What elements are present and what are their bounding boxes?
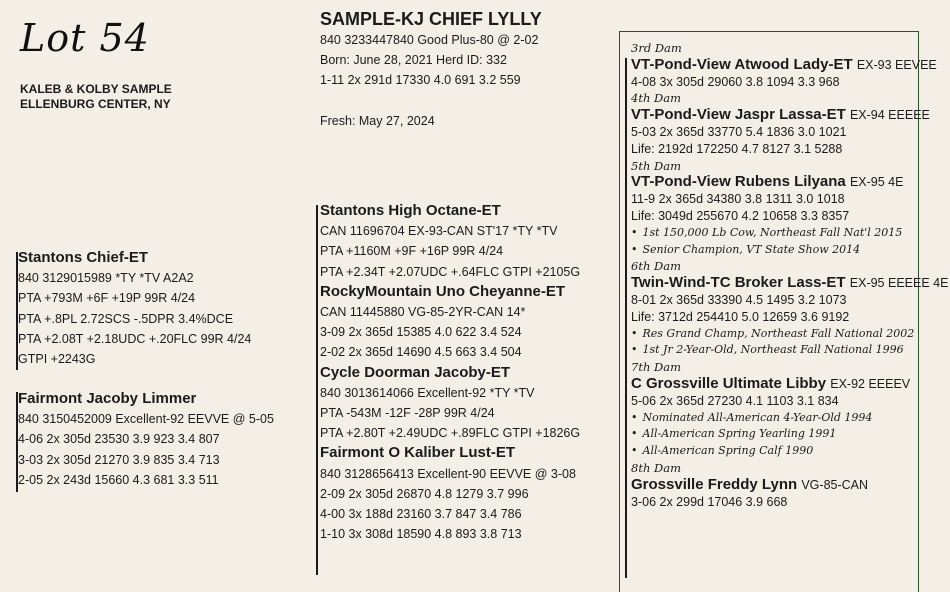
dam-award: • Nominated All-American 4-Year-Old 1994 [631, 410, 948, 427]
dam-record: 3-06 2x 299d 17046 3.9 668 [631, 494, 788, 509]
dam-generation-label: 5th Dam [631, 158, 681, 173]
dam-award: • All-American Spring Calf 1990 [631, 443, 948, 460]
pedigree-line: 3-09 2x 365d 15385 4.0 622 3.4 524 [320, 325, 522, 340]
dam-generation-label: 8th Dam [631, 460, 681, 475]
dam-record: 5-06 2x 365d 27230 4.1 1103 3.1 834 [631, 393, 839, 408]
pedigree-name: Fairmont O Kaliber Lust-ET [320, 444, 516, 462]
animal-block [320, 8, 542, 131]
pedigree-line: CAN 11696704 EX-93-CAN ST'17 *TY *TV [320, 224, 558, 239]
owner-name: KALEB & KOLBY SAMPLE [20, 82, 172, 96]
dam-record: 11-9 2x 365d 34380 3.8 1311 3.0 1018 [631, 192, 845, 207]
animal-line: 840 3233447840 Good Plus-80 @ 2-02 [320, 33, 539, 47]
dam-record: Life: 3712d 254410 5.0 12659 3.6 9192 [631, 309, 850, 324]
dam-award: • 1st Jr 2-Year-Old, Northeast Fall National 1996 [631, 342, 948, 359]
lot-number: Lot 54 [20, 16, 150, 60]
dam-record: 5-03 2x 365d 33770 5.4 1836 3.0 1021 [631, 124, 847, 139]
middle-pedigree [320, 201, 580, 544]
pedigree-line: PTA +2.34T +2.07UDC +.64FLC GTPI +2105G [320, 264, 581, 279]
dam-record: Life: 2192d 172250 4.7 8127 3.1 5288 [631, 141, 843, 156]
middle-bracket [316, 205, 318, 575]
dams-bracket [625, 58, 627, 578]
pedigree-name: Cycle Doorman Jacoby-ET [320, 363, 511, 381]
owner-block [20, 82, 172, 112]
pedigree-line: PTA -543M -12F -28P 99R 4/24 [320, 406, 495, 421]
sire-line: GTPI +2243G [18, 352, 96, 367]
pedigree-line: 840 3128656413 Excellent-90 EEVVE @ 3-08 [320, 466, 576, 481]
dam-generation-label: 7th Dam [631, 360, 681, 375]
dam-name: Twin-Wind-TC Broker Lass-ET EX-95 EEEEE 4E [631, 274, 949, 292]
dam-name: Grossville Freddy Lynn VG-85-CAN [631, 475, 869, 493]
dam-name: Fairmont Jacoby Limmer [18, 390, 197, 407]
dam-generation-label: 4th Dam [631, 91, 681, 106]
dam-name: VT-Pond-View Atwood Lady-ET EX-93 EEVEE [631, 55, 937, 73]
pedigree-line: CAN 11445880 VG-85-2YR-CAN 14* [320, 305, 526, 320]
dam-award: • 1st 150,000 Lb Cow, Northeast Fall Nat'l 2015 [631, 225, 948, 242]
dam-line: 2-05 2x 243d 15660 4.3 681 3.3 511 [18, 472, 219, 487]
animal-name: SAMPLE-KJ CHIEF LYLLY [320, 9, 542, 29]
dam-award: • All-American Spring Yearling 1991 [631, 426, 948, 443]
sire-line: PTA +2.08T +2.18UDC +.20FLC 99R 4/24 [18, 331, 252, 346]
dam-line: 4-06 2x 305d 23530 3.9 923 3.4 807 [18, 432, 220, 447]
sire-line: PTA +.8PL 2.72SCS -.5DPR 3.4%DCE [18, 311, 234, 326]
sire-name: Stantons Chief-ET [18, 249, 148, 266]
owner-location: ELLENBURG CENTER, NY [20, 97, 171, 111]
dam-record: 4-08 3x 305d 29060 3.8 1094 3.3 968 [631, 74, 840, 89]
pedigree-line: 2-09 2x 305d 26870 4.8 1279 3.7 996 [320, 486, 529, 501]
dams-list [631, 40, 948, 510]
dam-award: • Res Grand Champ, Northeast Fall National 2002 [631, 326, 948, 343]
animal-line: 1-11 2x 291d 17330 4.0 691 3.2 559 [320, 73, 521, 88]
dam-generation-label: 3rd Dam [631, 41, 682, 55]
sire-line: PTA +793M +6F +19P 99R 4/24 [18, 291, 196, 306]
pedigree-name: RockyMountain Uno Cheyanne-ET [320, 282, 566, 300]
dam-name: C Grossville Ultimate Libby EX-92 EEEEV [631, 374, 911, 392]
dam-generation-label: 6th Dam [631, 259, 681, 274]
animal-line: Born: June 28, 2021 Herd ID: 332 [320, 53, 507, 68]
pedigree-line: 4-00 3x 188d 23160 3.7 847 3.4 786 [320, 507, 522, 522]
pedigree-name: Stantons High Octane-ET [320, 202, 501, 219]
fresh-date: Fresh: May 27, 2024 [320, 113, 435, 128]
pedigree-line: 1-10 3x 308d 18590 4.8 893 3.8 713 [320, 527, 522, 542]
sire-block [18, 248, 251, 369]
dam-block [18, 389, 274, 490]
pedigree-line: PTA +2.80T +2.49UDC +.89FLC GTPI +1826G [320, 426, 581, 441]
dam-name: VT-Pond-View Rubens Lilyana EX-95 4E [631, 173, 904, 191]
dam-name: VT-Pond-View Jaspr Lassa-ET EX-94 EEEEE [631, 106, 930, 124]
dam-record: Life: 3049d 255670 4.2 10658 3.3 8357 [631, 208, 850, 223]
pedigree-line: PTA +1160M +9F +16P 99R 4/24 [320, 244, 504, 259]
dam-line: 3-03 2x 305d 21270 3.9 835 3.4 713 [18, 452, 220, 467]
pedigree-line: 2-02 2x 365d 14690 4.5 663 3.4 504 [320, 345, 522, 360]
dam-record: 8-01 2x 365d 33390 4.5 1495 3.2 1073 [631, 292, 847, 307]
sire-line: 840 3129015989 *TY *TV A2A2 [18, 271, 194, 286]
pedigree-line: 840 3013614066 Excellent-92 *TY *TV [320, 385, 535, 400]
dam-award: • Senior Champion, VT State Show 2014 [631, 242, 948, 259]
dam-line: 840 3150452009 Excellent-92 EEVVE @ 5-05 [18, 412, 274, 427]
